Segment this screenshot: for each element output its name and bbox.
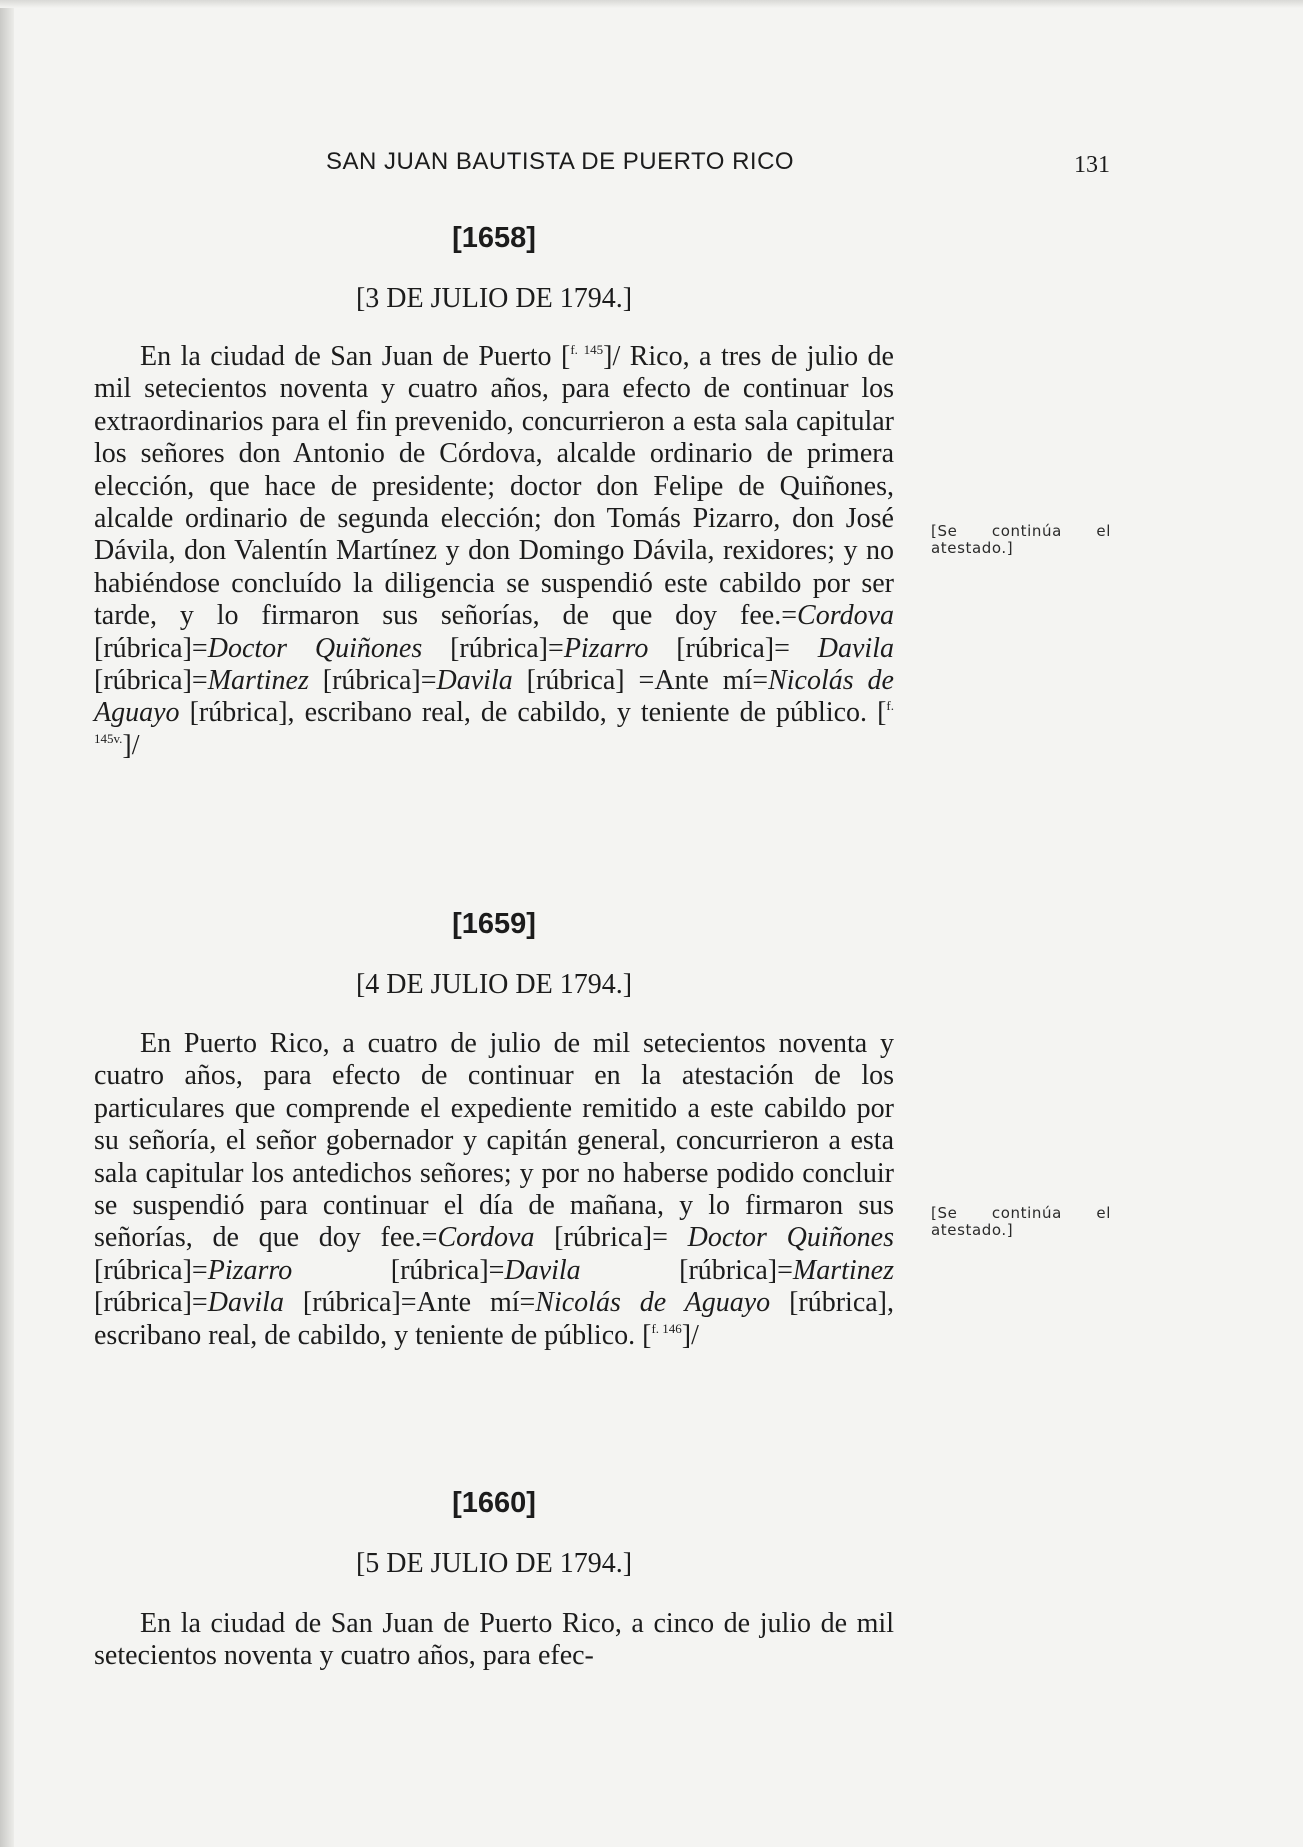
page-number: 131 xyxy=(1074,152,1110,178)
folio-marker: f. 145 xyxy=(570,342,604,357)
folio-marker: f. 146 xyxy=(651,1320,682,1336)
entry-date-1659: [4 DE JULIO DE 1794.] xyxy=(355,969,633,1000)
entry-date-1658: [3 DE JULIO DE 1794.] xyxy=(355,283,633,314)
entry-text-1658: En la ciudad de San Juan de Puerto [$^{f. 145}$]/ Rico, a tres de julio de mil setecientos noventa y cuatro años, para efecto de continuar los extraordinarios para el fin prevenido, concurrieron a esta sala capitular los señores don Antonio de Córdova, alcalde ordinario de primera elección, que hace de presidente; doctor don Felipe de Quiñones, alcalde ordinario de segunda elección; don Tomás Pizarro, don José Dávila, don Valentín Martínez y don Domingo Dávila, rexidores; y no habiéndose concluído la diligencia se suspendió este cabildo por ser tarde, y lo firmaron sus señorías, de que doy fee.=Cordova [rúbrica]=Doctor Quiñones [rúbrica]=Pizarro [rúbrica]= Davila [rúbrica]=Martinez [rúbrica]=Davila [rúbrica] =Ante mí=Nicolás de Aguayo [rúbrica], escribano real, de cabildo, y teniente de público. [$^{f. 145v.}$]/ xyxy=(94,341,894,761)
entry-number-1660: [1660] xyxy=(452,1487,536,1519)
entry-text-1660: En la ciudad de San Juan de Puerto Rico, a cinco de julio de mil setecientos noventa y cuatro años, para efec- xyxy=(94,1608,894,1672)
margin-note-1658: [Se continúa el atestado.] xyxy=(931,522,1111,557)
entry-number-1658: [1658] xyxy=(452,222,536,254)
margin-note-1659: [Se continúa el atestado.] xyxy=(931,1204,1111,1239)
entry-text-1659: En Puerto Rico, a cuatro de julio de mil setecientos noventa y cuatro años, para efecto de continuar en la atestación de los particulares que comprende el expediente remitido a este cabildo por su señoría, el señor gobernador y capitán general, concurrieron a esta sala capitular los antedichos señores; y por no haberse podido concluir se suspendió para continuar el día de mañana, y lo firmaron sus señorías, de que doy fee.=Cordova [rúbrica]= Doctor Quiñones [rúbrica]=Pizarro [rúbrica]=Davila [rúbrica]=Martinez [rúbrica]=Davila [rúbrica]=Ante mí=Nicolás de Aguayo [rúbrica], escribano real, de cabildo, y teniente de público. [$^{f. 146}$]/ xyxy=(94,1028,895,1351)
page-left-edge-shadow xyxy=(0,0,14,1847)
running-head-title: SAN JUAN BAUTISTA DE PUERTO RICO xyxy=(326,148,795,175)
page-top-edge-shadow xyxy=(0,0,1303,8)
entry-number-1659: [1659] xyxy=(452,908,536,940)
folio-marker: f. 145v. xyxy=(94,698,894,746)
entry-date-1660: [5 DE JULIO DE 1794.] xyxy=(355,1548,633,1579)
